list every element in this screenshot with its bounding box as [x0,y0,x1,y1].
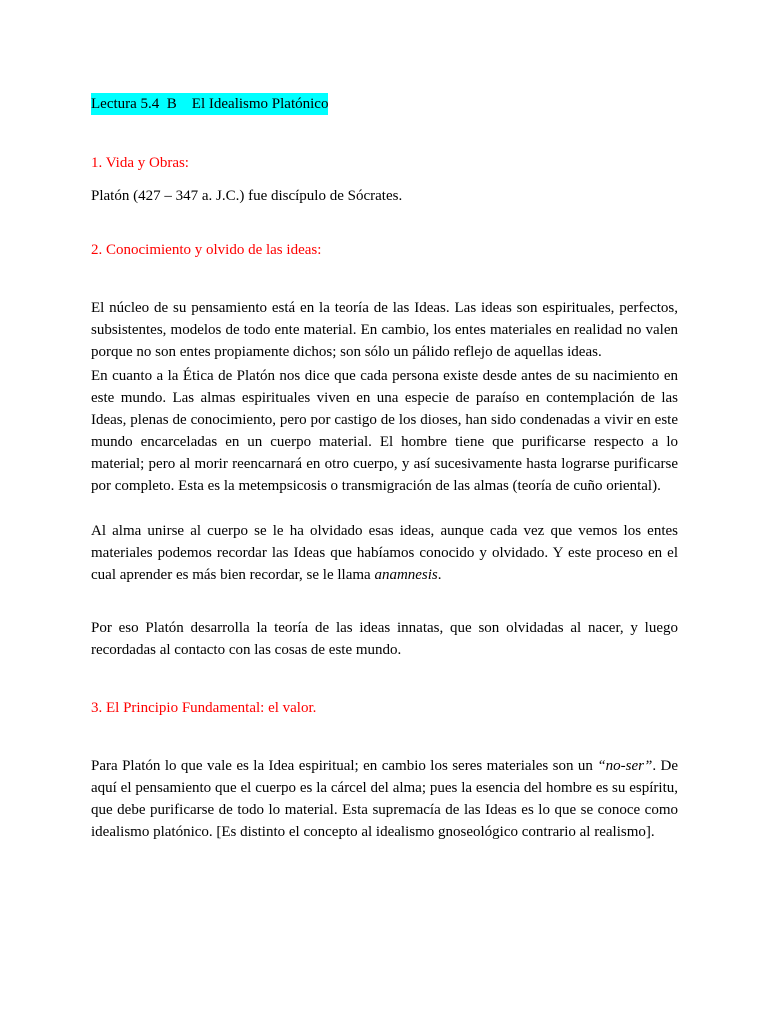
paragraph-etica-platon: En cuanto a la Ética de Platón nos dice que cada persona existe desde antes de su nacimiento en este mundo. Las almas espirituales viven en una especie de paraíso en contemplación de las Ideas, plenas de conocimiento, pero por castigo de los dioses, han sido condenadas a vivir en este mundo encarceladas en un cuerpo material. El hombre tiene que purificarse respecto a lo material; pero al morir reencarnará en otro cuerpo, y así sucesivamente hasta lograrse purificarse por completo. Esta es la metempsicosis o transmigración de las almas (teoría de cuño oriental). [91,368,678,494]
anamnesis-text-after: . [437,567,442,583]
paragraph-nucleo-pensamiento: El núcleo de su pensamiento está en la teoría de las Ideas. Las ideas son espirituales, perfectos, subsistentes, modelos de todo ente material. En cambio, los entes materiales en realidad no valen porque no son entes propiamente dichos; son sólo un pálido reflejo de aquellas ideas. [91,300,678,360]
no-ser-term: “no-ser” [597,758,653,774]
paragraph-vida-y-obras: Platón (427 – 347 a. J.C.) fue discípulo de Sócrates. [91,188,403,204]
paragraph-anamnesis [91,520,678,586]
document-page [91,0,678,1024]
anamnesis-term: anamnesis [374,567,438,583]
document-title: Lectura 5.4 B El Idealismo Platónico [91,93,328,115]
section-heading-conocimiento: 2. Conocimiento y olvido de las ideas: [91,242,322,258]
valor-text-after: . De aquí el pensamiento que el cuerpo es la cárcel del alma; pues la esencia del hombre es su espíritu, que debe purificarse de todo lo material. Esta supremacía de las Ideas es lo que se conoce como idealismo platónico. [Es distinto el concepto al idealismo gnoseológico contrario al realismo]. [91,758,678,840]
valor-text-before: Para Platón lo que vale es la Idea espiritual; en cambio los seres materiales son un [91,758,598,774]
section-heading-vida-y-obras: 1. Vida y Obras: [91,155,189,171]
paragraph-ideas-innatas: Por eso Platón desarrolla la teoría de las ideas innatas, que son olvidadas al nacer, y luego recordadas al contacto con las cosas de este mundo. [91,620,678,658]
section-heading-principio-fundamental: 3. El Principio Fundamental: el valor. [91,700,317,716]
paragraph-valor [91,755,678,843]
anamnesis-text-before: Al alma unirse al cuerpo se le ha olvidado esas ideas, aunque cada vez que vemos los entes materiales podemos recordar las Ideas que habíamos conocido y olvidado. Y este proceso en el cual aprender es más bien recordar, se le llama [91,523,678,583]
document-title-line [91,93,328,115]
